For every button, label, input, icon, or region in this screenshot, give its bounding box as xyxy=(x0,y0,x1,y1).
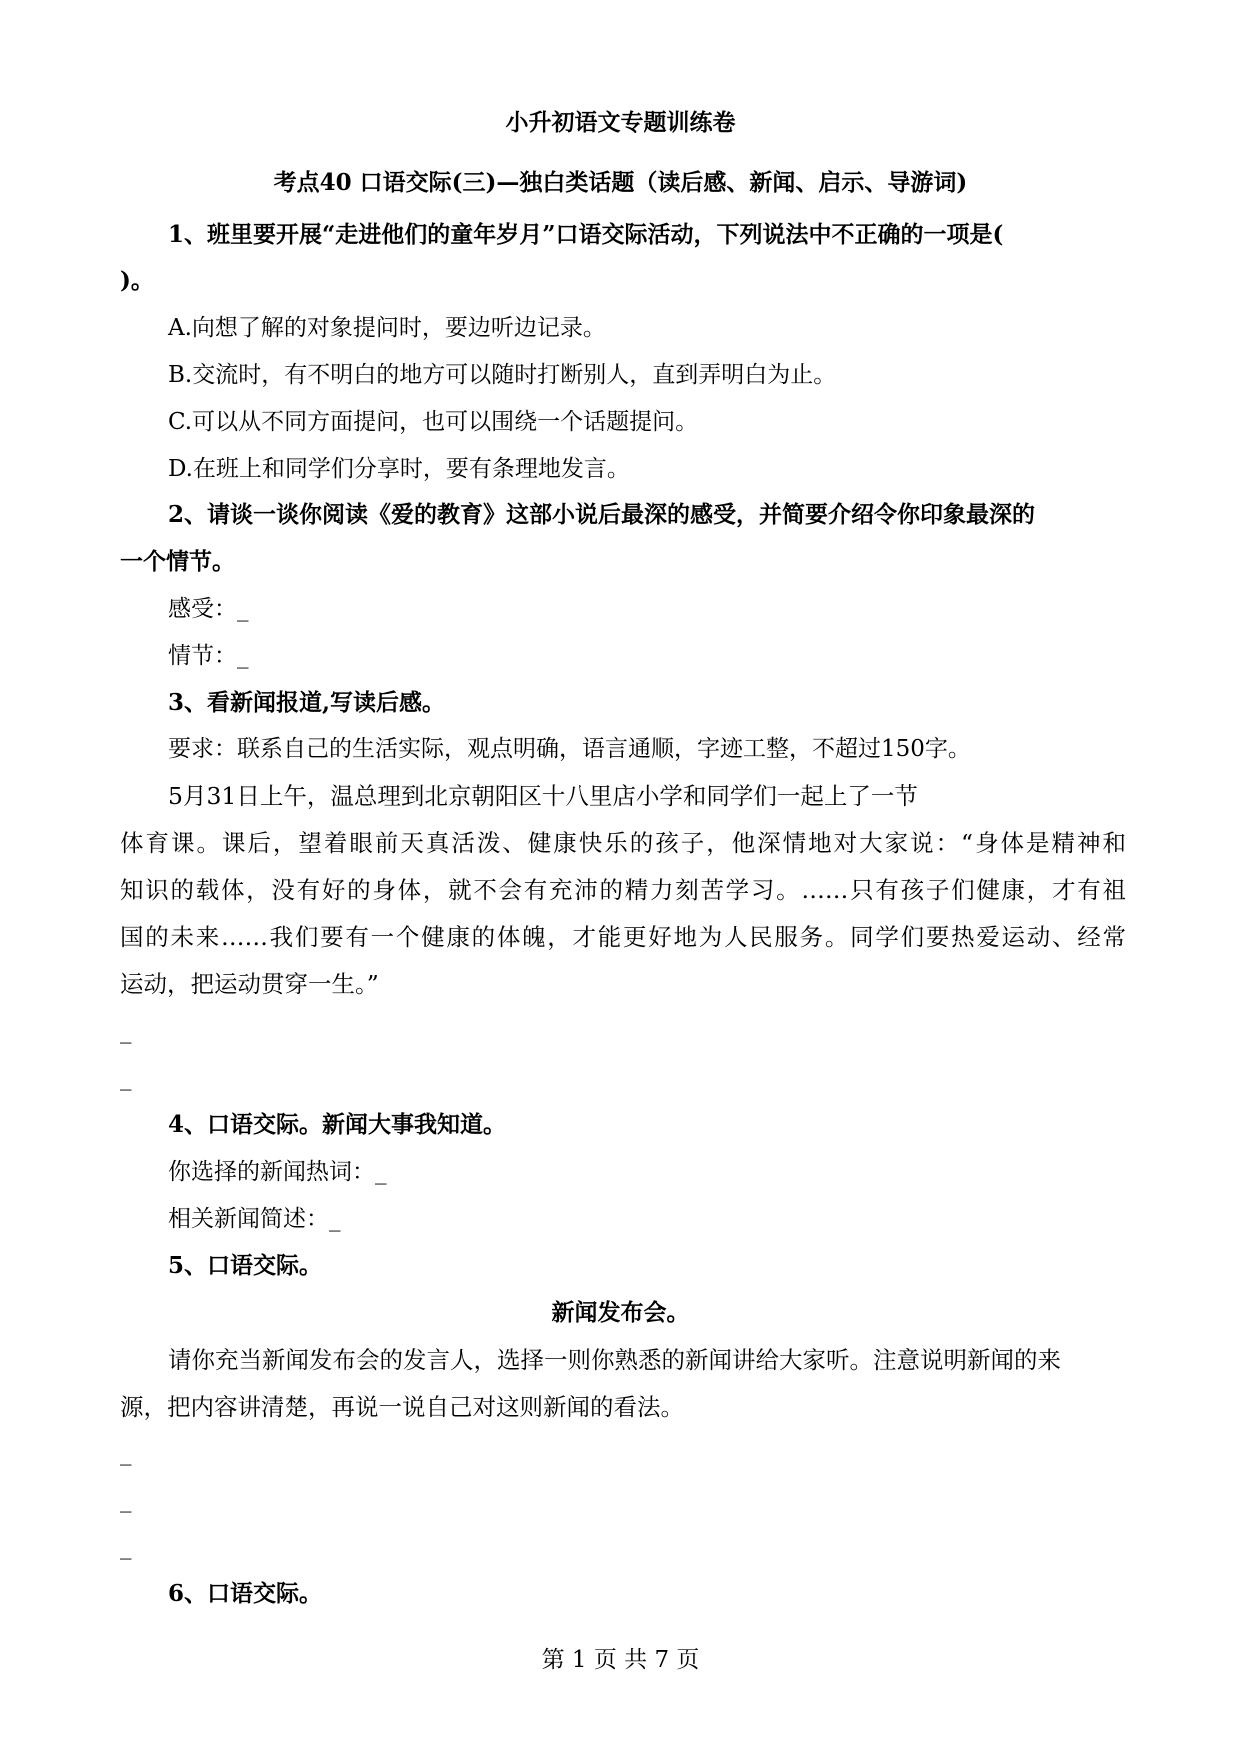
q3-requirement: 要求：联系自己的生活实际，观点明确，语言通顺，字迹工整，不超过150字。 xyxy=(168,736,971,762)
q1-option-d: D.在班上和同学们分享时，要有条理地发言。 xyxy=(168,456,630,482)
q1-option-b: B.交流时，有不明白的地方可以随时打断别人，直到弄明白为止。 xyxy=(168,362,837,388)
q4-summary-blank: 相关新闻简述：_ xyxy=(168,1206,341,1232)
q3-stem: 3、看新闻报道,写读后感。 xyxy=(168,689,446,716)
q5-body-line1: 请你充当新闻发布会的发言人，选择一则你熟悉的新闻讲给大家听。注意说明新闻的来 xyxy=(168,1346,1061,1374)
q1-option-a: A.向想了解的对象提问时，要边听边记录。 xyxy=(168,315,606,341)
q2-stem-line1: 2、请谈一谈你阅读《爱的教育》这部小说后最深的感受，并简要介绍令你印象最深的 xyxy=(168,501,1036,528)
q3-news-line5: 运动，把运动贯穿一生。” xyxy=(120,970,379,998)
q2-plot-blank: 情节：_ xyxy=(168,643,249,669)
q5-stem: 5、口语交际。 xyxy=(168,1252,323,1279)
q3-news-line2: 体育课。课后，望着眼前天真活泼、健康快乐的孩子，他深情地对大家说：“身体是精神和 xyxy=(120,829,1126,857)
q4-stem: 4、口语交际。新闻大事我知道。 xyxy=(168,1111,507,1138)
doc-title: 小升初语文专题训练卷 xyxy=(505,109,736,136)
q1-stem-line2: )。 xyxy=(120,267,154,294)
q3-answer-blank-2: _ xyxy=(120,1065,132,1091)
q5-answer-blank-1: _ xyxy=(120,1440,132,1466)
q4-hotword-blank: 你选择的新闻热词：_ xyxy=(168,1159,387,1185)
q2-feeling-blank: 感受：_ xyxy=(168,596,249,622)
page-number: 第 1 页 共 7 页 xyxy=(541,1647,700,1673)
q3-news-line1: 5月31日上午，温总理到北京朝阳区十八里店小学和同学们一起上了一节 xyxy=(168,782,918,810)
q5-answer-blank-2: _ xyxy=(120,1487,132,1513)
doc-subtitle: 考点40 口语交际(三)—独白类话题（读后感、新闻、启示、导游词) xyxy=(273,169,968,196)
q1-option-c: C.可以从不同方面提问，也可以围绕一个话题提问。 xyxy=(168,409,699,435)
q1-stem-line1: 1、班里要开展“走进他们的童年岁月”口语交际活动，下列说法中不正确的一项是( xyxy=(168,221,1004,248)
q3-answer-blank-1: _ xyxy=(120,1018,132,1044)
q3-news-line3: 知识的载体，没有好的身体，就不会有充沛的精力刻苦学习。……只有孩子们健康，才有祖 xyxy=(120,876,1126,904)
q3-news-line4: 国的未来……我们要有一个健康的体魄，才能更好地为人民服务。同学们要热爱运动、经常 xyxy=(120,923,1126,951)
q6-stem: 6、口语交际。 xyxy=(168,1580,323,1607)
q5-body-line2: 源，把内容讲清楚，再说一说自己对这则新闻的看法。 xyxy=(120,1393,684,1421)
q5-heading: 新闻发布会。 xyxy=(551,1299,690,1326)
q2-stem-line2: 一个情节。 xyxy=(120,548,235,575)
q5-answer-blank-3: _ xyxy=(120,1534,132,1560)
